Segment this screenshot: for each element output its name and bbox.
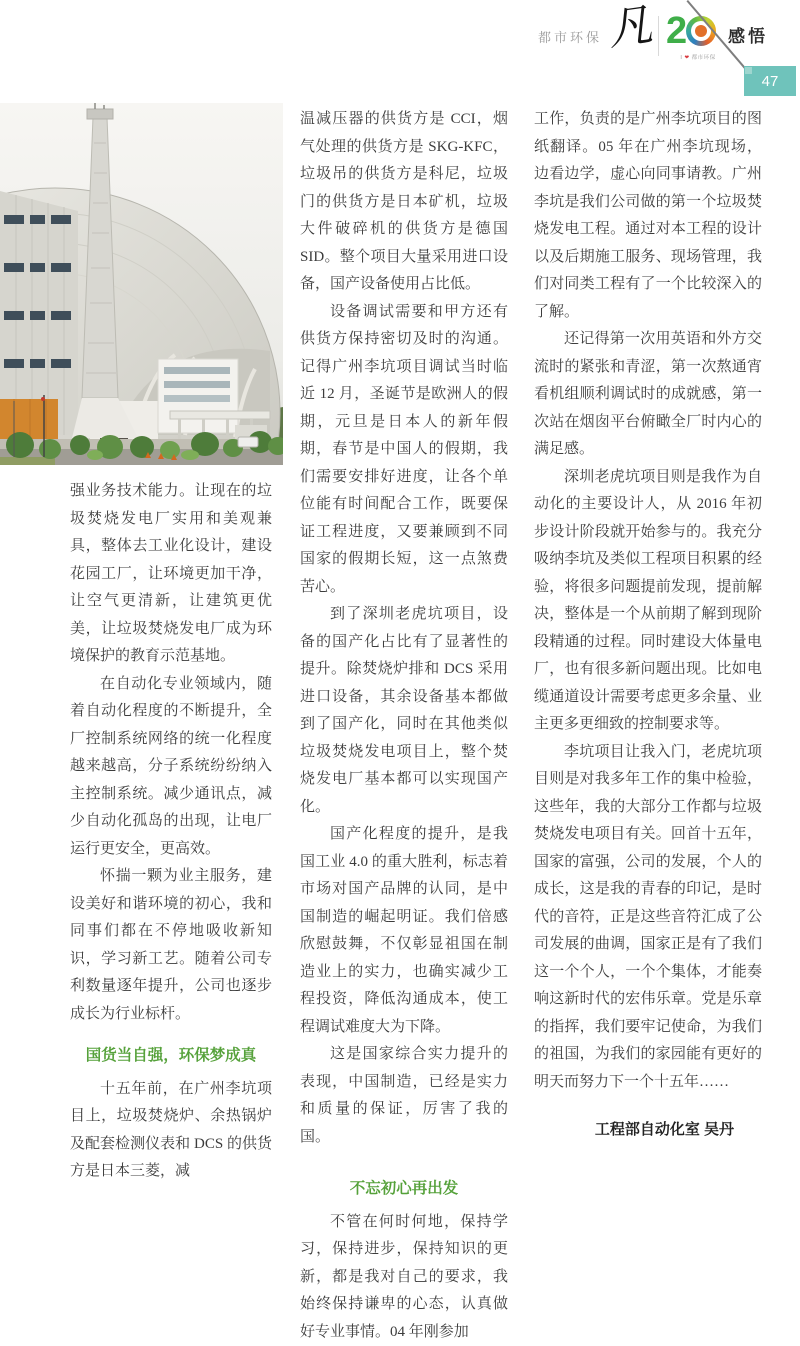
- brand-text: 都市环保: [538, 27, 602, 46]
- paragraph: 不管在何时何地，保持学习，保持进步，保持知识的更新，都是我对自己的要求，我始终保持谦卑的心态，认真做好专业事情。04 年刚参加: [300, 1209, 508, 1346]
- paragraph: 设备调试需要和甲方还有供货方保持密切及时的沟通。记得广州李坑项目调试当时临近 12 月，圣诞节是欧洲人的假期，元旦是日本人的新年假期，春节是中国人的假期，我们需要安排好进度，让各个单位能有时间配合工作，既要保证工程进度，又要兼顾到不同国家的假期长短，这一点煞费苦心。: [300, 299, 508, 602]
- paragraph: 怀揣一颗为业主服务，建设美好和谐环境的初心，我和同事们都在不停地吸收新知识，学习新工艺。随着公司专利数量逐年提升，公司也逐步成长为行业标杆。: [70, 863, 272, 1028]
- paragraph: 深圳老虎坑项目则是我作为自动化的主要设计人，从 2016 年初步设计阶段就开始参与的。我充分吸纳李坑及类似工程项目积累的经验，将很多问题提前发现，提前解决，整体是一个从前期了解到现阶段精通的过程。同时建设大体量电厂，也有很多新问题出现。比如电缆通道设计需要考虑更多余量、业主更多更细致的控制要求等。: [534, 464, 762, 739]
- author-signature: 工程部自动化室 吴丹: [534, 1116, 762, 1144]
- paragraph: 到了深圳老虎坑项目，设备的国产化占比有了显著性的提升。除焚烧炉排和 DCS 采用进口设备，其余设备基本都做到了国产化，同时在其他类似垃圾焚烧发电项目上，整个焚烧发电厂基本都可以实现国产化。: [300, 601, 508, 821]
- article-column-2: [300, 106, 508, 1346]
- left-facade: [0, 191, 78, 435]
- paragraph: 这是国家综合实力提升的表现，中国制造，已经是实力和质量的保证，厉害了我的国。: [300, 1041, 508, 1151]
- paragraph: 强业务技术能力。让现在的垃圾焚烧发电厂实用和美观兼具，整体去工业化设计，建设花园工厂，让环境更加干净，让空气更清新，让建筑更优美，让垃圾焚烧发电厂成为环境保护的教育示范基地。: [70, 478, 272, 671]
- paragraph: 温减压器的供货方是 CCI，烟气处理的供货方是 SKG-KFC，垃圾吊的供货方是科尼，垃圾门的供货方是日本矿机，垃圾大件破碎机的供货方是德国 SID。整个项目大量采用进口设备，国产设备使用占比低。: [300, 106, 508, 299]
- article-column-3: [534, 106, 762, 1159]
- anniversary-tagline: I ❤ 都市环保: [666, 53, 730, 61]
- paragraph: 李坑项目让我入门，老虎坑项目则是对我多年工作的集中检验，这些年，我的大部分工作都与垃圾焚烧发电项目有关。回首十五年，国家的富强，公司的发展，个人的成长，这是我的青春的印记，是时代的音符，正是这些音符汇成了公司发展的曲调，国家正是有了我们这一个个人，一个个集体，才能奏响这新时代的宏伟乐章。党是乐章的指挥，我们要牢记使命，为我们的祖国，为我们的家园能有更好的明天而努力下一个十五年……: [534, 739, 762, 1097]
- paragraph: 十五年前，在广州李坑项目上，垃圾焚烧炉、余热锅炉及配套检测仪表和 DCS 的供货方是日本三菱，减: [70, 1076, 272, 1186]
- paragraph: 国产化程度的提升，是我国工业 4.0 的重大胜利，标志着市场对国产品牌的认同，是中国制造的崛起明证。我们倍感欣慰鼓舞，不仅彰显祖国在制造业上的实力，也确实减少工程投资，降低沟通成本，使工程调试难度大为下降。: [300, 821, 508, 1041]
- article-column-1: [70, 478, 272, 1186]
- paragraph: 还记得第一次用英语和外方交流时的紧张和青涩，第一次熬通宵看机组顺利调试时的成就感，第一次站在烟囱平台俯瞰全厂时内心的满足感。: [534, 326, 762, 464]
- plant-photo: [0, 103, 283, 465]
- anniversary-logo: [666, 12, 730, 61]
- page-number: 47: [762, 73, 779, 90]
- paragraph: 工作，负责的是广州李坑项目的图纸翻译。05 年在广州李坑现场，边看边学，虚心向同事请教。广州李坑是我们公司做的第一个垃圾焚烧发电工程。通过对本工程的设计以及后期施工服务、现场管理，我们对同类工程有了一个比较深入的了解。: [534, 106, 762, 326]
- heart-icon: ❤: [684, 55, 689, 61]
- subheading-original-aspiration: 不忘初心再出发: [300, 1175, 508, 1203]
- section-title: 感悟: [728, 22, 768, 47]
- calligraphy-mark: 凡: [605, 3, 655, 53]
- anniversary-digit: 2: [666, 12, 685, 50]
- page-tab-corner: [745, 67, 752, 74]
- subheading-national-brand: 国货当自强，环保梦成真: [70, 1042, 272, 1070]
- page-number-tab: [744, 66, 796, 96]
- paragraph: 在自动化专业领域内，随着自动化程度的不断提升，全厂控制系统网络的统一化程度越来越高，分子系统纷纷纳入主控制系统。减少通讯点，减少自动化孤岛的出现，让电厂运行更安全，更高效。: [70, 671, 272, 864]
- logo-divider: [658, 16, 659, 56]
